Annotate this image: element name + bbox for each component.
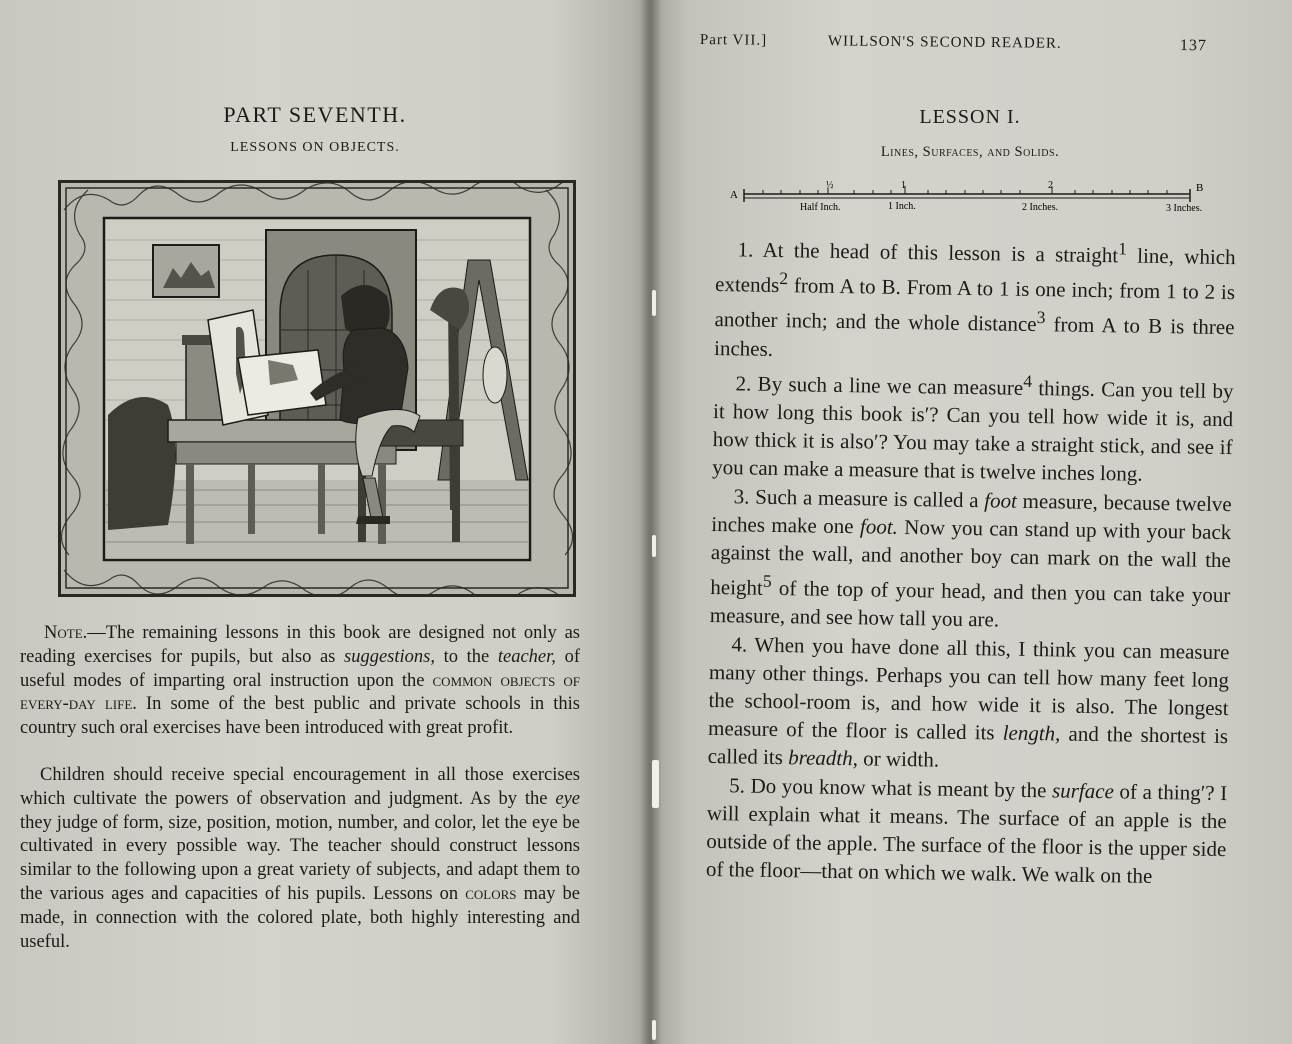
lesson-title: LESSON I. xyxy=(919,106,1021,128)
footnote-marker: 3 xyxy=(1036,307,1046,328)
paragraph-italic: breadth, xyxy=(787,745,859,771)
ruler-mark-1: 1 xyxy=(901,180,906,191)
lesson-body xyxy=(706,228,1236,892)
ruler-mark-2: 2 xyxy=(1048,180,1053,191)
boy-drawing-engraving xyxy=(58,180,576,597)
lesson-paragraph-5 xyxy=(706,771,1228,892)
paragraph-smallcaps: colors xyxy=(465,883,517,904)
paragraph-text: things. Can you tell by it how long this book is′? Can you tell how wide it is, and how thick it is also′? You may take a straight stick, and see if you can make a measure that is twelve inches long. xyxy=(712,375,1234,487)
paragraph-text: or width. xyxy=(857,746,940,773)
footnote-marker: 4 xyxy=(1023,370,1033,391)
page-number: 137 xyxy=(1179,37,1207,55)
ruler-3-inches-label: 3 Inches. xyxy=(1166,203,1203,214)
book-gutter xyxy=(640,0,662,1044)
part-subtitle: LESSONS ON OBJECTS. xyxy=(230,140,400,155)
paragraph-text: of the top of your head, and then you can take your measure, and see how tall you are. xyxy=(709,576,1231,632)
binding-tear xyxy=(652,760,659,808)
ruler-mark-half: ½ xyxy=(826,180,834,191)
note-text: of useful modes of imparting oral instruction upon the xyxy=(20,646,580,691)
ruler-2-inches-label: 2 Inches. xyxy=(1022,202,1059,213)
paragraph-text: Children should receive special encouragement in all those exercises which cultivate the powers of observation and judgment. As by the xyxy=(20,765,580,809)
part-title: PART SEVENTH. xyxy=(223,102,407,127)
paragraph-text: 5. Do you know what is meant by the xyxy=(729,772,1053,803)
paragraph-text: and the shortest is called its xyxy=(707,721,1229,770)
paragraph-italic: foot xyxy=(984,487,1018,513)
note-text: to the xyxy=(434,646,498,667)
note-text: In some of the best public and private schools in this country such oral exercises have been introduced with great profit. xyxy=(20,694,580,739)
paragraph-text: of a thing′? I will explain what it means. The surface of an apple is the outside of the apple. The surface of the floor is the upper side of the floor—that on which we walk. We walk on the xyxy=(705,778,1228,889)
lesson-subtitle: Lines, Surfaces, and Solids. xyxy=(880,144,1060,160)
paragraph-text: from A to B. From A to 1 is one inch; from 1 to 2 is another inch; and the whole distance xyxy=(714,273,1236,337)
running-head-title: WILLSON'S SECOND READER. xyxy=(827,33,1062,52)
binding-stitch xyxy=(652,290,656,316)
paragraph-text: measure, because twelve inches make one xyxy=(711,488,1232,539)
note-lead: Note. xyxy=(44,623,88,643)
paragraph-text: from A to B is three inches. xyxy=(713,312,1235,361)
paragraph-italic: eye xyxy=(555,788,580,809)
note-smallcaps: common objects of every-day life. xyxy=(20,670,580,715)
lesson-paragraph-3 xyxy=(710,482,1232,638)
paragraph-italic: foot. xyxy=(859,514,899,539)
teacher-paragraph xyxy=(20,764,580,954)
binding-stitch xyxy=(652,1020,656,1040)
ruler-half-inch-label: Half Inch. xyxy=(800,202,841,213)
footnote-marker: 5 xyxy=(762,571,772,592)
paragraph-text: Now you can stand up with your back against the wall, and another boy can mark on the wall the height xyxy=(710,514,1232,601)
paragraph-text: 2. By such a line we can measure xyxy=(735,371,1024,400)
paragraph-text: 3. Such a measure is called a xyxy=(733,483,985,512)
footnote-marker: 2 xyxy=(779,268,789,289)
paragraph-text: may be made, in connection with the colored plate, both highly interesting and useful. xyxy=(20,883,580,952)
teacher-note xyxy=(20,622,580,741)
lesson-paragraph-2 xyxy=(712,362,1234,490)
inch-ruler xyxy=(730,174,1216,214)
lesson-paragraph-4 xyxy=(707,630,1229,779)
ruler-ticks xyxy=(763,186,1167,194)
note-italic: suggestions, xyxy=(344,646,435,667)
note-italic: teacher, xyxy=(497,646,556,667)
ruler-label-a: A xyxy=(730,189,738,201)
running-head-part: Part VII.] xyxy=(699,32,768,49)
paragraph-italic: surface xyxy=(1051,778,1115,803)
paragraph-text: 4. When you have done all this, I think you can measure many other things. Perhaps you can tell how many feet long the school-room is, and how wide it is also. The longest measure of the floor is called its xyxy=(707,631,1230,745)
ruler-label-b: B xyxy=(1196,182,1204,194)
note-text: —The remaining lessons in this book are designed not only as reading exercises for pupils, but also as xyxy=(20,623,580,667)
footnote-marker: 1 xyxy=(1118,238,1128,259)
paragraph-text: they judge of form, size, position, motion, number, and color, let the eye be cultivated in every possible way. The teacher should construct lessons similar to the following upon a great variety of subjects, and adapt them to the various ages and capacities of his pupils. Lessons on xyxy=(20,812,580,904)
lesson-paragraph-1 xyxy=(714,228,1236,370)
paragraph-italic: length, xyxy=(1002,720,1061,746)
paragraph-text: line, which extends xyxy=(714,243,1236,298)
ruler-1-inch-label: 1 Inch. xyxy=(888,201,916,212)
binding-stitch xyxy=(652,535,656,557)
paragraph-text: 1. At the head of this lesson is a straight xyxy=(737,237,1119,268)
